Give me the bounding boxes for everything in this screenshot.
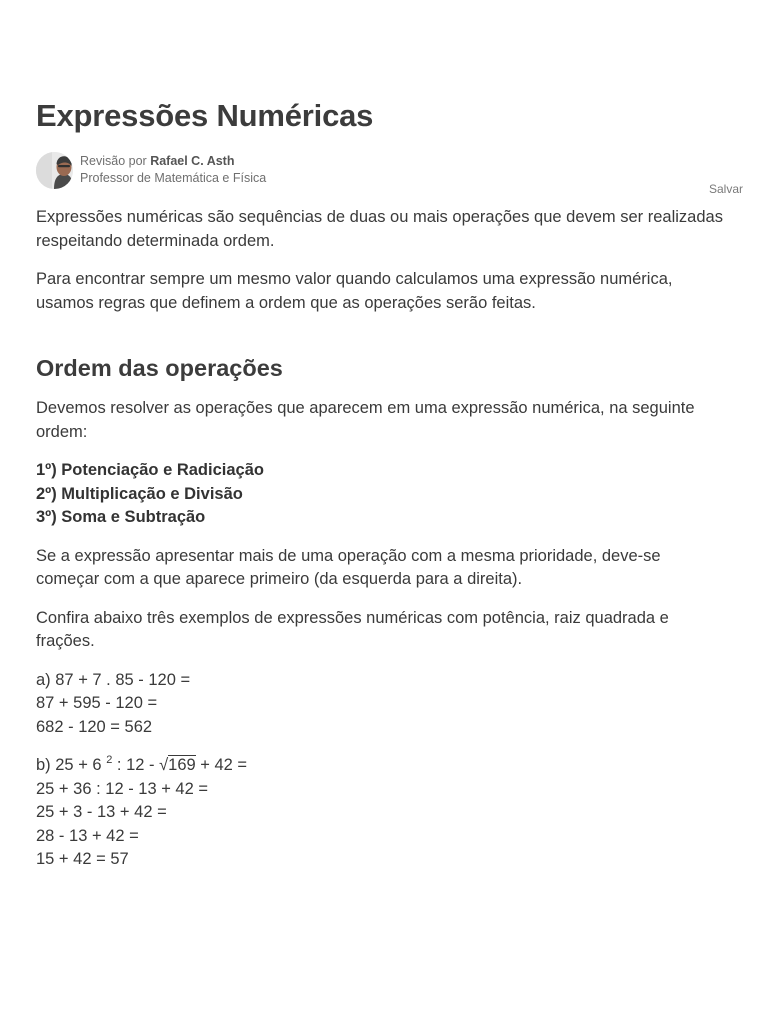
example-a: [36, 669, 726, 740]
author-block: [36, 151, 743, 196]
intro-paragraph: Expressões numéricas são sequências de duas ou mais operações que devem ser realizadas respeitando determinada ordem.: [36, 208, 723, 250]
author-prefix: Revisão por: [80, 154, 147, 168]
priority-note: Se a expressão apresentar mais de uma operação com a mesma prioridade, deve-se começar com a que aparece primeiro (da esquerda para a direita).: [36, 546, 661, 588]
exponent: 2: [106, 754, 113, 766]
order-item: 1º) Potenciação e Radiciação: [36, 461, 264, 479]
example-line: 15 + 42 = 57: [36, 850, 129, 868]
author-avatar[interactable]: [36, 152, 73, 189]
example-line: 25 + 3 - 13 + 42 =: [36, 803, 167, 821]
operations-order-list: [36, 459, 726, 530]
expr-end: + 42 =: [195, 756, 248, 774]
save-link[interactable]: Salvar: [708, 182, 743, 196]
example-line-with-power-and-root: [36, 754, 726, 778]
page-title: Expressões Numéricas: [36, 98, 374, 133]
expr-middle: : 12 -: [112, 756, 160, 774]
section-lead: Devemos resolver as operações que aparecem em uma expressão numérica, na seguinte ordem:: [36, 399, 695, 441]
article-body: [36, 206, 726, 887]
intro-paragraph: Para encontrar sempre um mesmo valor quando calculamos uma expressão numérica, usamos regras que definem a ordem que as operações serão feitas.: [36, 270, 673, 312]
example-line: 25 + 36 : 12 - 13 + 42 =: [36, 779, 209, 798]
radicand: 169: [168, 756, 196, 774]
examples-intro: Confira abaixo três exemplos de expressões numéricas com potência, raiz quadrada e frações.: [36, 608, 669, 650]
example-line: 87 + 595 - 120 =: [36, 694, 158, 712]
example-b: [36, 754, 726, 872]
square-root-icon: √: [159, 756, 169, 774]
author-info: [80, 153, 266, 187]
order-item: 2º) Multiplicação e Divisão: [36, 484, 243, 503]
expr-start: b) 25 + 6: [36, 756, 107, 774]
square-root: [159, 754, 196, 778]
author-name[interactable]: Rafael C. Asth: [150, 154, 235, 168]
section-heading: Ordem das operações: [36, 355, 283, 381]
example-line: a) 87 + 7 . 85 - 120 =: [36, 670, 191, 689]
avatar-portrait-icon: [36, 152, 73, 189]
example-line: 682 - 120 = 562: [36, 717, 153, 736]
order-item: 3º) Soma e Subtração: [36, 508, 206, 526]
author-role: Professor de Matemática e Física: [80, 171, 267, 185]
example-line: 28 - 13 + 42 =: [36, 826, 139, 845]
